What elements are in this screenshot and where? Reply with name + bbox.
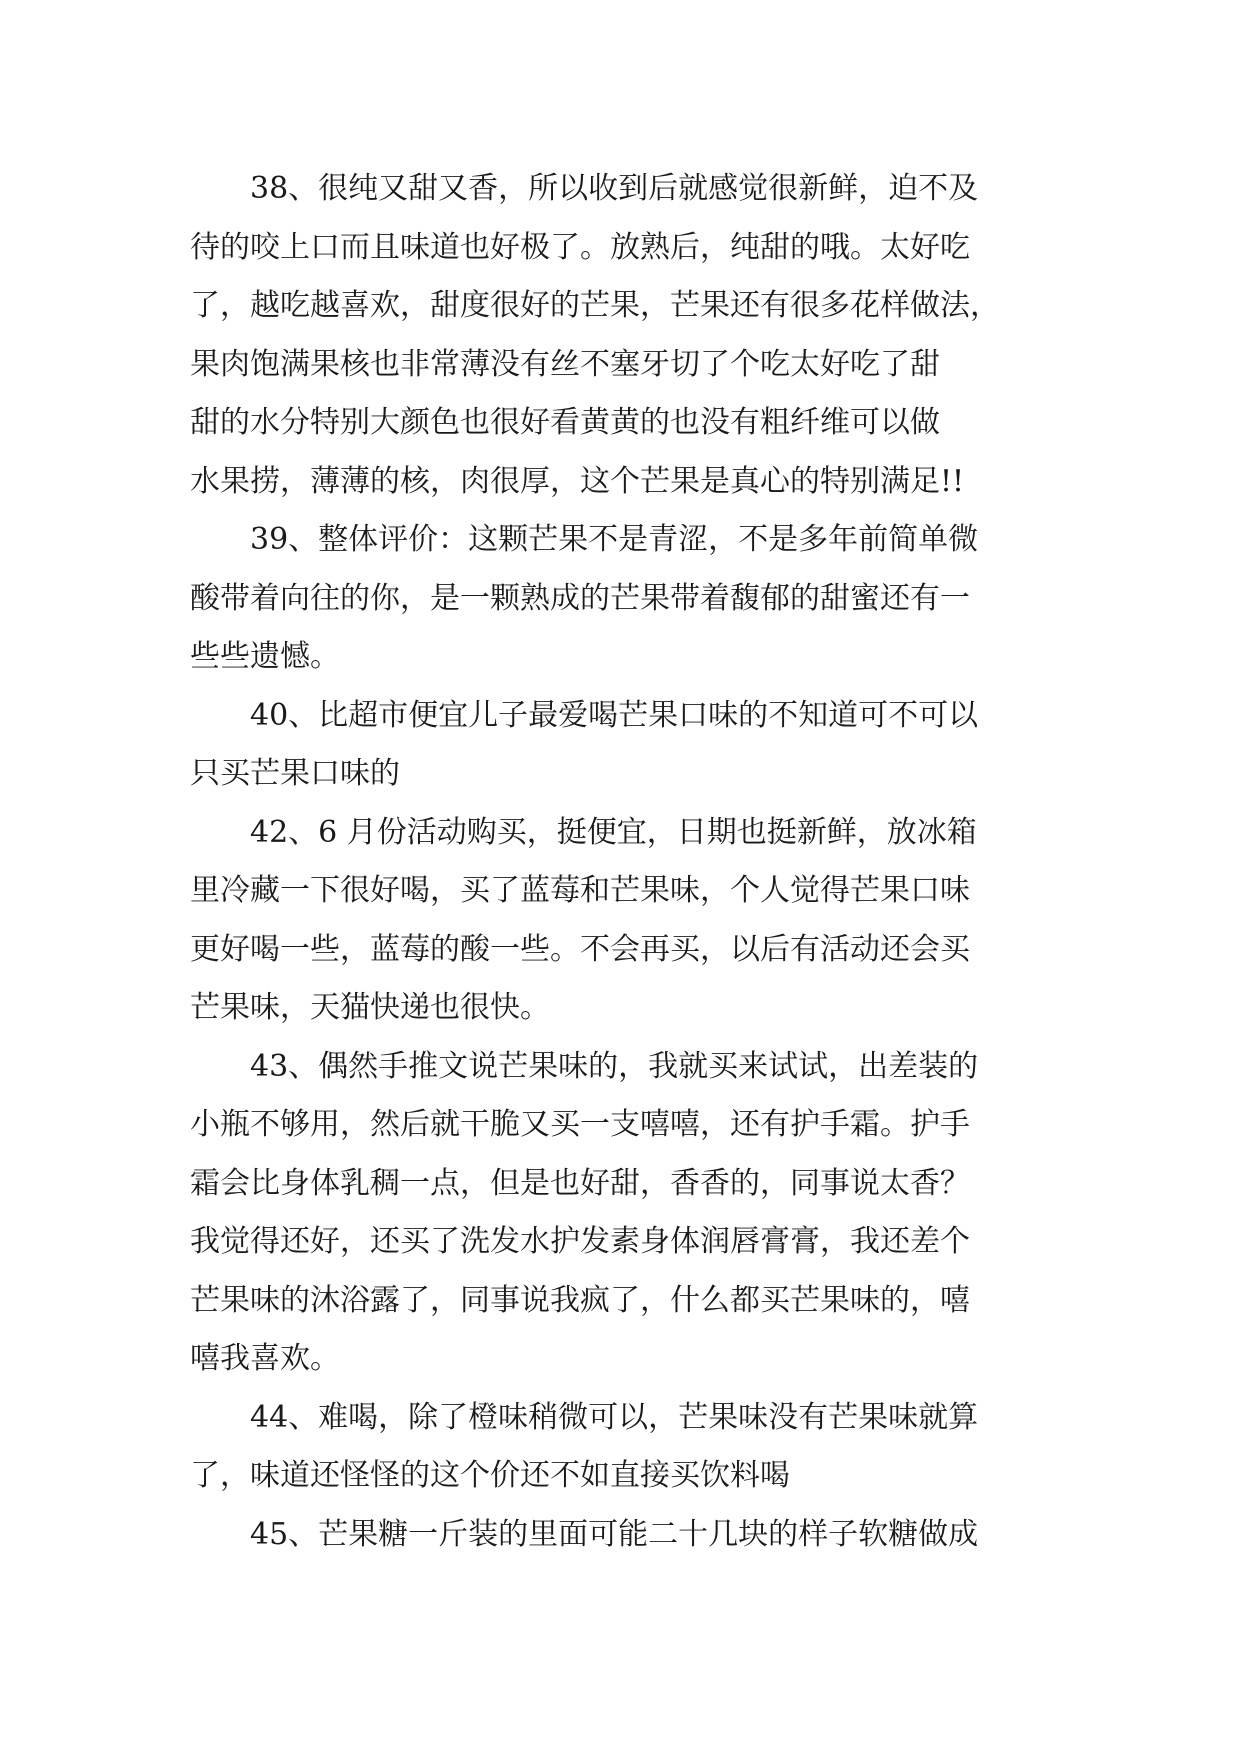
- document-body: [190, 160, 1050, 1564]
- text-line: 42、6 月份活动购买，挺便宜，日期也挺新鲜，放冰箱: [250, 814, 977, 850]
- text-line: 水果捞，薄薄的核，肉很厚，这个芒果是真心的特别满足!!: [190, 463, 965, 499]
- text-line: 38、很纯又甜又香，所以收到后就感觉很新鲜，迫不及: [250, 171, 979, 206]
- text-line: 待的咬上口而且味道也好极了。放熟后，纯甜的哦。太好吃: [190, 229, 970, 265]
- review-paragraph-38: [190, 160, 1050, 511]
- text-line: 里冷藏一下很好喝，买了蓝莓和芒果味，个人觉得芒果口味: [190, 873, 970, 908]
- text-line: 45、芒果糖一斤装的里面可能二十几块的样子软糖做成: [250, 1516, 979, 1552]
- text-line: 44、难喝，除了橙味稍微可以，芒果味没有芒果味就算: [250, 1399, 979, 1435]
- review-paragraph-43: [190, 1038, 1050, 1389]
- text-line: 了，越吃越喜欢，甜度很好的芒果，芒果还有很多花样做法，: [190, 288, 1000, 323]
- text-line: 43、偶然手推文说芒果味的，我就买来试试，出差装的: [250, 1048, 979, 1084]
- text-line: 小瓶不够用，然后就干脆又买一支嘻嘻，还有护手霜。护手: [190, 1107, 970, 1142]
- review-paragraph-39: [190, 511, 1050, 687]
- text-line: 39、整体评价：这颗芒果不是青涩，不是多年前简单微: [250, 522, 979, 557]
- review-paragraph-45: [190, 1506, 1050, 1565]
- text-line: 只买芒果口味的: [190, 756, 400, 791]
- text-line: 更好喝一些，蓝莓的酸一些。不会再买，以后有活动还会买: [190, 931, 970, 967]
- review-paragraph-40: [190, 687, 1050, 804]
- text-line: 嘻我喜欢。: [190, 1341, 340, 1376]
- text-line: 芒果味，天猫快递也很快。: [190, 990, 550, 1025]
- text-line: 霜会比身体乳稠一点，但是也好甜，香香的，同事说太香？: [190, 1165, 970, 1201]
- text-line: 些些遗憾。: [190, 639, 340, 674]
- text-line: 果肉饱满果核也非常薄没有丝不塞牙切了个吃太好吃了甜: [190, 346, 940, 382]
- text-line: 了，味道还怪怪的这个价还不如直接买饮料喝: [190, 1458, 790, 1493]
- text-line: 40、比超市便宜儿子最爱喝芒果口味的不知道可不可以: [250, 697, 979, 733]
- text-line: 芒果味的沐浴露了，同事说我疯了，什么都买芒果味的，嘻: [190, 1282, 970, 1318]
- review-paragraph-42: [190, 804, 1050, 1038]
- review-paragraph-44: [190, 1389, 1050, 1506]
- text-line: 我觉得还好，还买了洗发水护发素身体润唇膏膏，我还差个: [190, 1224, 970, 1259]
- text-line: 酸带着向往的你，是一颗熟成的芒果带着馥郁的甜蜜还有一: [190, 580, 970, 616]
- text-line: 甜的水分特别大颜色也很好看黄黄的也没有粗纤维可以做: [190, 405, 940, 440]
